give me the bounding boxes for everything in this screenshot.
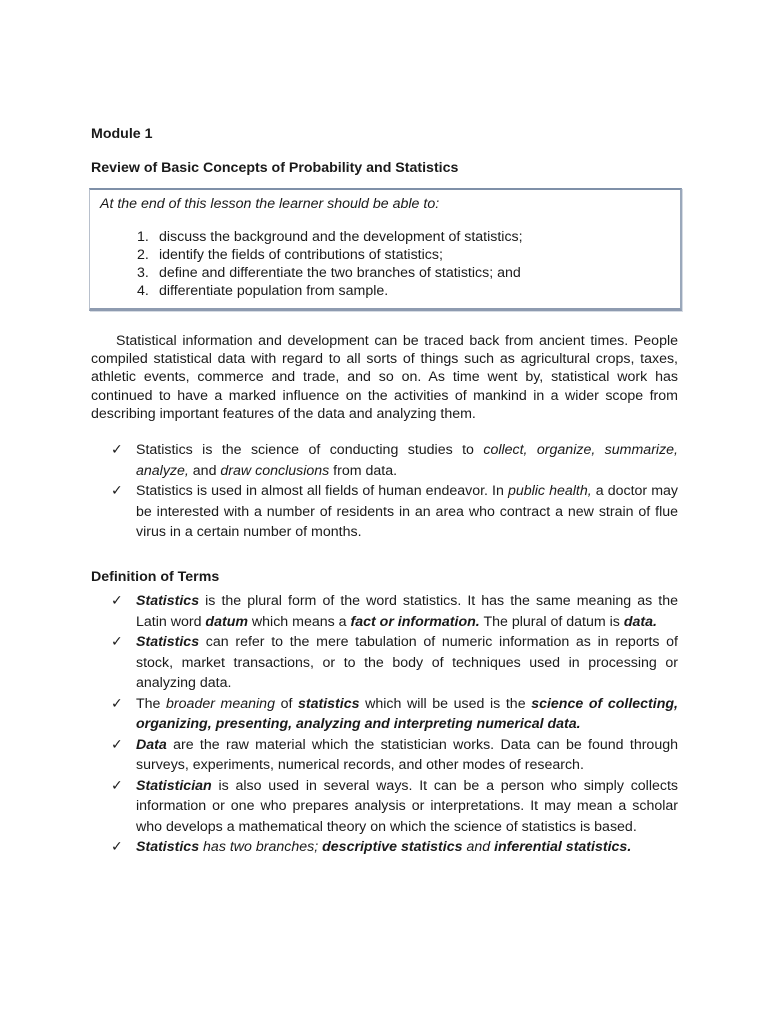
- definition-text: which will be used is the: [359, 695, 532, 712]
- term: inferential statistics.: [494, 839, 632, 855]
- term: Statistics: [136, 634, 200, 650]
- definition-emphasis: has two branches;: [199, 839, 323, 855]
- checkmark-icon: ✓: [111, 442, 123, 458]
- definition-text: can refer to the mere tabulation of numeric information as in reports of stock, market transactions, or to the body of techniques used in processing or analyzing data.: [136, 634, 678, 691]
- definition-emphasis: broader meaning: [166, 695, 275, 712]
- bullet-text: and: [188, 462, 221, 479]
- checkmark-icon: ✓: [111, 695, 123, 712]
- objective-text: identify the fields of contributions of statistics;: [159, 247, 443, 263]
- term: statistics: [298, 695, 360, 712]
- objective-item: [137, 264, 523, 282]
- definition-item: [91, 591, 678, 632]
- objectives-intro: At the end of this lesson the learner should be able to:: [100, 196, 440, 212]
- objective-text: differentiate population from sample.: [159, 283, 389, 299]
- definition-emphasis: and: [462, 839, 495, 855]
- objectives-list: [137, 228, 523, 300]
- definition-text: are the raw material which the statistician works. Data can be found through surveys, experiments, numerical records, and other modes of research.: [136, 736, 678, 773]
- objective-item: [137, 246, 523, 264]
- checkmark-icon: ✓: [111, 839, 123, 855]
- bullet-text: from data.: [329, 462, 398, 479]
- objective-number: 3.: [137, 265, 149, 281]
- objective-item: [137, 282, 523, 300]
- definition-item: [91, 735, 678, 776]
- checkmark-icon: ✓: [111, 483, 123, 499]
- objective-number: 1.: [137, 229, 149, 245]
- term: datum: [205, 613, 248, 630]
- module-label: Module 1: [91, 126, 153, 142]
- definition-item: [91, 694, 678, 735]
- definitions-list: [91, 591, 678, 858]
- definition-text: is also used in several ways. It can be a person who simply collects information or one who prepares analysis or interpretations. It may mean a scholar who develops a mathematical theory on which the science of statistics is based.: [136, 777, 678, 835]
- definition-item: [91, 632, 678, 694]
- bullet-text: Statistics is used in almost all fields of human endeavor. In: [136, 483, 508, 499]
- bullet-item: [91, 481, 678, 543]
- term: data.: [623, 613, 657, 630]
- objectives-box: [89, 188, 682, 311]
- term: Statistics: [136, 839, 200, 855]
- definition-text: which means a: [247, 613, 351, 630]
- bullet-item: [91, 440, 678, 481]
- objective-number: 2.: [137, 247, 149, 263]
- intro-paragraph: Statistical information and development can be traced back from ancient times. People compiled statistical data with regard to all sorts of things such as agricultural crops, taxes, athletic events, commerce and trade, and so on. As time went by, statistical work has continued to have a marked influence on the activities of mankind in a wider scope from describing important features of the data and analyzing them.: [91, 333, 678, 422]
- objective-text: define and differentiate the two branches of statistics; and: [159, 265, 521, 281]
- term: Data: [136, 736, 167, 753]
- term: Statistics: [136, 593, 200, 609]
- page-title: Review of Basic Concepts of Probability and Statistics: [91, 160, 459, 176]
- term: Statistician: [136, 777, 212, 794]
- definition-item: [91, 837, 678, 858]
- checkmark-icon: ✓: [111, 634, 123, 650]
- checkmark-icon: ✓: [111, 777, 123, 794]
- checkmark-icon: ✓: [111, 593, 123, 609]
- statistics-bullets: [91, 440, 678, 543]
- bullet-emphasis: public health,: [507, 483, 592, 499]
- definition-text: is the plural form of the word statistics. It has the same meaning as the Latin word: [136, 593, 678, 630]
- definition-text: The: [136, 695, 167, 712]
- objective-item: [137, 228, 523, 246]
- definition-heading: Definition of Terms: [91, 569, 220, 585]
- definition-text: The plural of datum is: [479, 613, 624, 630]
- term: descriptive statistics: [322, 839, 463, 855]
- definition-item: [91, 776, 678, 838]
- checkmark-icon: ✓: [111, 736, 123, 753]
- bullet-text: Statistics is the science of conducting studies to: [136, 442, 484, 458]
- definition-text: of: [274, 695, 298, 712]
- term: science of collecting, organizing, presenting, analyzing and interpreting numerical data.: [136, 695, 678, 732]
- objective-number: 4.: [137, 283, 149, 299]
- bullet-emphasis: draw conclusions: [220, 462, 330, 479]
- bullet-emphasis: collect, organize, summarize, analyze,: [136, 442, 678, 479]
- term: fact or information.: [350, 613, 480, 630]
- objective-text: discuss the background and the development of statistics;: [159, 229, 523, 245]
- bullet-text: a doctor may be interested with a number of residents in an area who contract a new strain of flue virus in a certain number of months.: [136, 483, 678, 540]
